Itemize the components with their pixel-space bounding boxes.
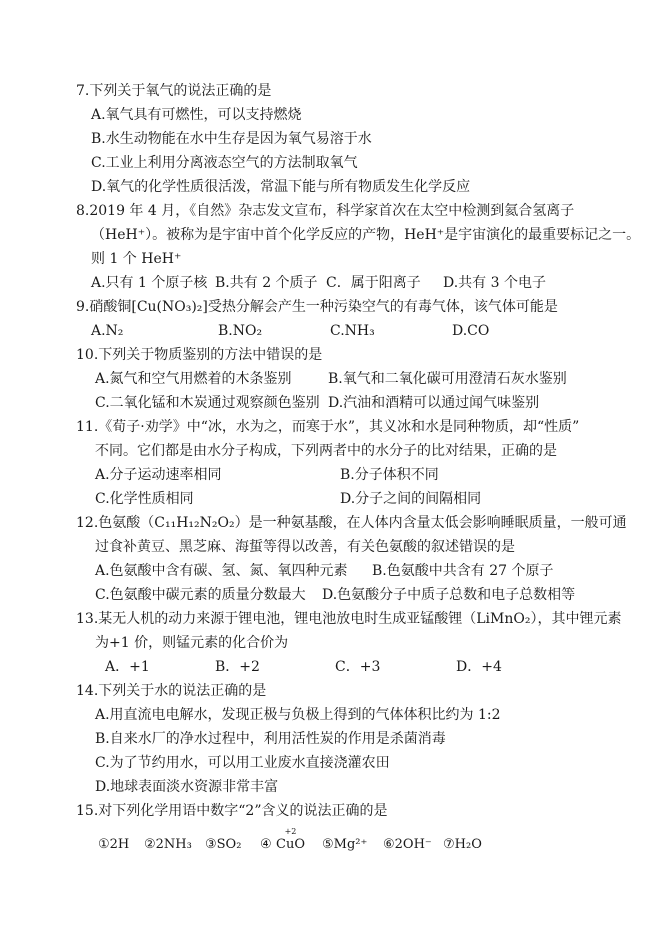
q15-item-4 [276,827,305,854]
q15-item-1: ①2H [98,837,130,852]
q10-option-a: A.氮气和空气用燃着的木条鉴别 [95,371,292,387]
q10-option-b: B.氧气和二氧化碳可用澄清石灰水鉴别 [328,371,567,387]
q15-item-6: ⑥2OH⁻ [383,837,432,852]
q14-stem: 14.下列关于水的说法正确的是 [76,683,267,699]
q8-stem-line2: （HeH⁺）。被称为是宇宙中首个化学反应的产物，HeH⁺是宇宙演化的最重要标记之一。 [91,227,641,243]
q15-item-2: ②2NH₃ [144,837,192,852]
q15-item-3: ③SO₂ [205,837,242,852]
q12-stem-line1: 12.色氨酸（C₁₁H₁₂N₂O₂）是一种氨基酸，在人体内含量太低会影响睡眠质量，一般可通 [76,515,627,531]
q7-option-d: D.氧气的化学性质很活泼，常温下能与所有物质发生化学反应 [91,179,471,195]
q8-option-c: C．属于阳离子 [326,275,421,291]
q12-option-b: B.色氨酸中共含有 27 个原子 [372,563,554,579]
q13-stem-line1: 13.某无人机的动力来源于锂电池，锂电池放电时生成亚锰酸锂（LiMnO₂），其中锂元素 [76,611,622,627]
q13-stem-line2: 为+1 价，则锰元素的化合价为 [95,635,289,651]
q8-stem-line1: 8.2019 年 4 月，《自然》杂志发文宣布，科学家首次在太空中检测到氦合氢离子 [76,203,575,219]
q15-item-4-formula: CuO [276,837,305,852]
q14-option-d: D.地球表面淡水资源非常丰富 [95,779,279,795]
q12-stem-line2: 过食补黄豆、黑芝麻、海蜇等得以改善，有关色氨酸的叙述错误的是 [95,539,515,555]
q13-option-b: B．+2 [215,659,260,675]
q14-option-a: A.用直流电电解水，发现正极与负极上得到的气体体积比约为 1:2 [95,707,501,723]
q11-option-a: A.分子运动速率相同 [95,467,222,483]
q8-option-b: B.共有 2 个质子 [215,275,318,291]
q10-option-d: D.汽油和酒精可以通过闻气味鉴别 [328,395,540,411]
q11-stem-line2: 不同。它们都是由水分子构成，下列两者中的水分子的比对结果，正确的是 [95,443,557,459]
q12-option-a: A.色氨酸中含有碳、氢、氮、氧四种元素 [95,563,348,579]
q15-item-4-valence: +2 [284,827,297,836]
q15-item-7: ⑦H₂O [443,837,482,852]
q7-option-a: A.氧气具有可燃性，可以支持燃烧 [91,107,302,123]
q10-option-c: C.二氧化锰和木炭通过观察颜色鉴别 [95,395,320,411]
q13-option-d: D．+4 [456,659,502,675]
q14-option-c: C.为了节约用水，可以用工业废水直接浇灌农田 [95,755,390,771]
q9-option-d: D.CO [452,323,490,339]
q9-stem: 9.硝酸铜[Cu(NO₃)₂]受热分解会产生一种污染空气的有毒气体，该气体可能是 [76,299,558,315]
q11-option-d: D.分子之间的间隔相同 [340,491,482,507]
q11-option-c: C.化学性质相同 [95,491,194,507]
q7-option-b: B.水生动物能在水中生存是因为氧气易溶于水 [91,131,372,147]
q8-stem-line3: 则 1 个 HeH⁺ [91,251,182,267]
q11-stem-line1: 11.《荀子·劝学》中“冰，水为之，而寒于水”，其义冰和水是同种物质，却“性质” [76,419,580,435]
q11-option-b: B.分子体积不同 [340,467,439,483]
q10-stem: 10.下列关于物质鉴别的方法中错误的是 [76,347,323,363]
q12-option-d: D.色氨酸分子中质子总数和电子总数相等 [322,587,576,603]
q13-option-c: C．+3 [335,659,381,675]
q8-option-a: A.只有 1 个原子核 [91,275,208,291]
q12-option-c: C.色氨酸中碳元素的质量分数最大 [95,587,306,603]
q7-option-c: C.工业上利用分离液态空气的方法制取氧气 [91,155,358,171]
q9-option-c: C.NH₃ [330,323,375,339]
q14-option-b: B.自来水厂的净水过程中，利用活性炭的作用是杀菌消毒 [95,731,446,747]
q8-option-d: D.共有 3 个电子 [443,275,546,291]
q15-stem: 15.对下列化学用语中数字“2”含义的说法正确的是 [76,803,388,819]
q7-stem: 7.下列关于氧气的说法正确的是 [76,83,272,99]
q9-option-b: B.NO₂ [218,323,263,339]
q15-item-5: ⑤Mg²⁺ [322,837,368,852]
q13-option-a: A．+1 [105,659,150,675]
q9-option-a: A.N₂ [91,323,124,339]
q15-item-4-number: ④ [260,837,272,852]
